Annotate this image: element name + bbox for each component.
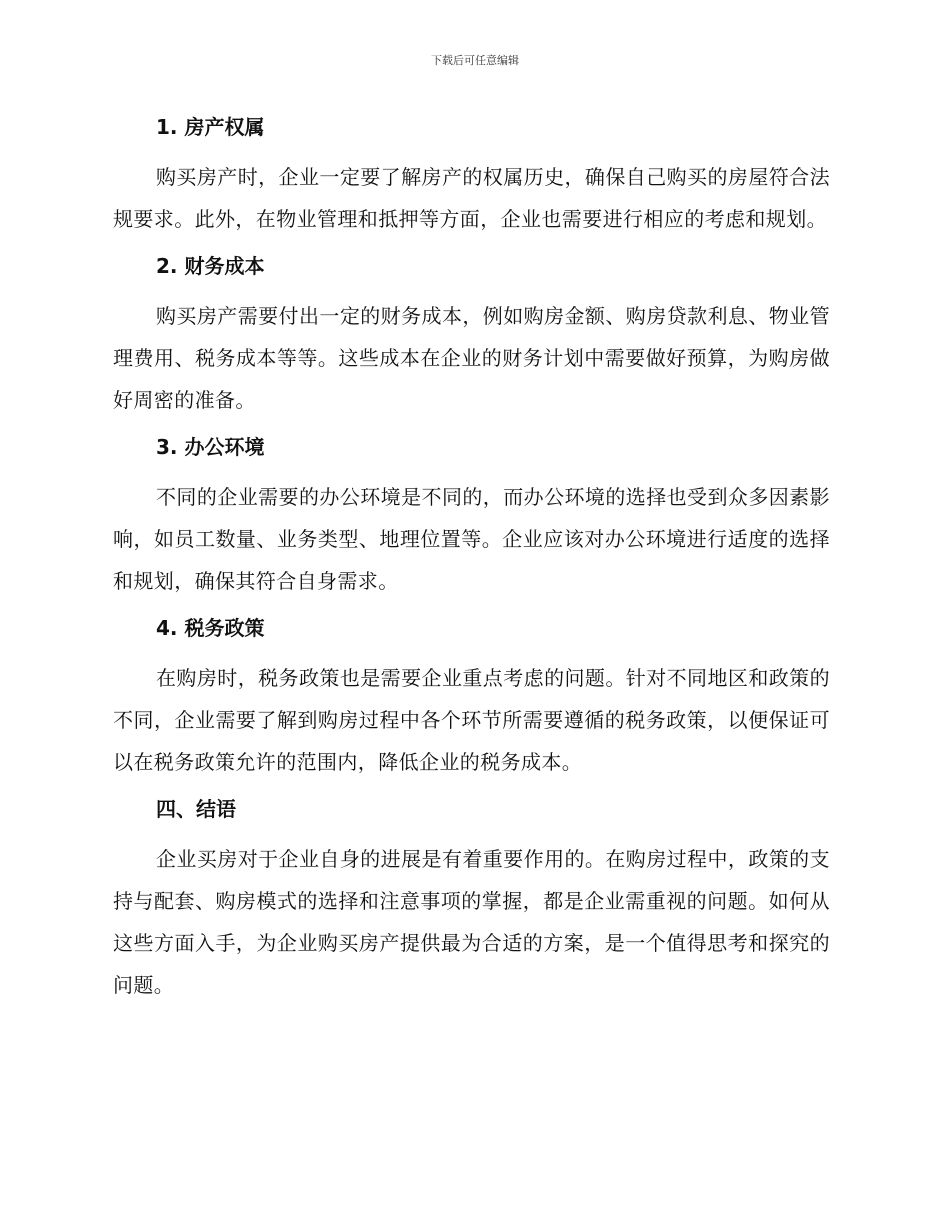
section-heading-office-environment: 3. 办公环境 xyxy=(156,435,265,459)
section-paragraph-office-environment: 不同的企业需要的办公环境是不同的，而办公环境的选择也受到众多因素影响，如员工数量、业务类型、地理位置等。企业应该对办公环境进行适度的选择和规划，确保其符合自身需求。 xyxy=(113,485,830,593)
section-heading-tax-policy: 4. 税务政策 xyxy=(156,616,265,640)
section-paragraph-property-ownership: 购买房产时，企业一定要了解房产的权属历史，确保自己购买的房屋符合法规要求。此外，在物业管理和抵押等方面，企业也需要进行相应的考虑和规划。 xyxy=(113,165,830,231)
document-body xyxy=(113,108,830,1006)
section-paragraph-conclusion: 企业买房对于企业自身的进展是有着重要作用的。在购房过程中，政策的支持与配套、购房模式的选择和注意事项的掌握，都是企业需重视的问题。如何从这些方面入手，为企业购买房产提供最为合适的方案，是一个值得思考和探究的问题。 xyxy=(113,847,830,997)
section-heading-property-ownership: 1. 房产权属 xyxy=(156,115,265,139)
section-heading-conclusion: 四、结语 xyxy=(156,797,236,821)
section-paragraph-tax-policy: 在购房时，税务政策也是需要企业重点考虑的问题。针对不同地区和政策的不同，企业需要了解到购房过程中各个环节所需要遵循的税务政策，以便保证可以在税务政策允许的范围内，降低企业的税务成本。 xyxy=(113,666,830,774)
section-heading-financial-cost: 2. 财务成本 xyxy=(156,254,265,278)
page-header-note: 下载后可任意编辑 xyxy=(431,54,519,67)
section-paragraph-financial-cost: 购买房产需要付出一定的财务成本，例如购房金额、购房贷款利息、物业管理费用、税务成本等等。这些成本在企业的财务计划中需要做好预算，为购房做好周密的准备。 xyxy=(113,304,830,412)
